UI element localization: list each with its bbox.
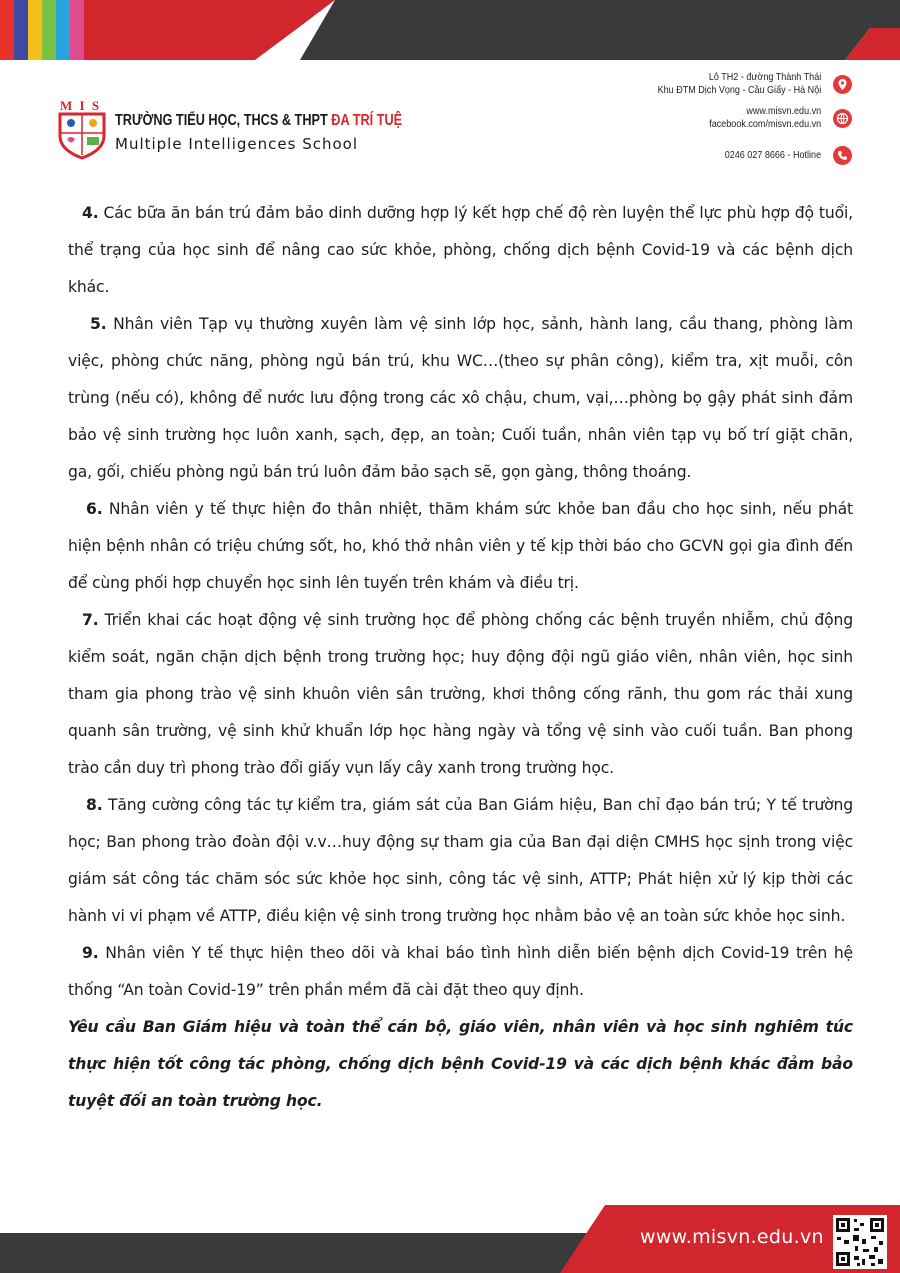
address-line1: Lô TH2 - đường Thành Thái	[708, 71, 821, 83]
website-text[interactable]: www.misvn.edu.vn	[746, 105, 821, 117]
facebook-text[interactable]: facebook.com/misvn.edu.vn	[709, 118, 821, 130]
address-line2: Khu ĐTM Dịch Vọng - Cầu Giấy - Hà Nội	[657, 84, 821, 96]
web-block	[512, 105, 852, 131]
list-item: 7. Triển khai các hoạt động vệ sinh trường học để phòng chống các bệnh truyền nhiễm, chủ động kiểm soát, ngăn chặn dịch bệnh trong trường học; huy động đội ngũ giáo viên, nhân viên, học sinh tham gia phong trào vệ sinh khuôn viên sân trường, khơi thông cống rãnh, thu gom rác thải xung quanh sân trường, vệ sinh khử khuẩn lớp học hàng ngày và tổng vệ sinh vào cuối tuần. Ban phong trào cần duy trì phong trào đổi giấy vụn lấy cây xanh trong trường học.	[68, 611, 853, 777]
address-block	[512, 71, 852, 97]
top-color-band	[0, 0, 900, 60]
hotline-block	[512, 145, 852, 165]
list-item: 8. Tăng cường công tác tự kiểm tra, giám sát của Ban Giám hiệu, Ban chỉ đạo bán trú; Y tế trường học; Ban phong trào đoàn đội v.v…huy động sự tham gia của Ban đại diện CMHS học sịnh trong việc giám sát công tác chăm sóc sức khỏe học sinh, công tác vệ sinh, ATTP; Phát hiện xử lý kịp thời các hành vi vi phạm về ATTP, điều kiện vệ sinh trong trường học nhằm bảo vệ an toàn sức khỏe học sinh.	[68, 796, 853, 925]
list-item: 4. Các bữa ăn bán trú đảm bảo dinh dưỡng hợp lý kết hợp chế độ rèn luyện thể lực phù hợp độ tuổi, thể trạng của học sinh để nâng cao sức khỏe, phòng, chống dịch bệnh Covid-19 và các bệnh dịch khác.	[68, 204, 853, 296]
school-name: TRƯỜNG TIỂU HỌC, THCS & THPT ĐA TRÍ TUỆ	[115, 112, 403, 129]
footer-website[interactable]: www.misvn.edu.vn	[640, 1226, 824, 1248]
list-item: 9. Nhân viên Y tế thực hiện theo dõi và khai báo tình hình diễn biến bệnh dịch Covid-19 trên hệ thống “An toàn Covid-19” trên phần mềm đã cài đặt theo quy định.	[68, 944, 853, 999]
hotline-text[interactable]: 0246 027 8666 - Hotline	[724, 149, 821, 161]
letterhead	[0, 60, 900, 180]
school-subtitle: Multiple Intelligences School	[115, 135, 359, 153]
closing-statement: Yêu cầu Ban Giám hiệu và toàn thể cán bộ, giáo viên, nhân viên và học sinh nghiêm túc thực hiện tốt công tác phòng, chống dịch bệnh Covid-19 và các dịch bệnh khác đảm bảo tuyệt đối an toàn trường học.	[68, 1018, 853, 1110]
document-body	[68, 195, 853, 1120]
location-pin-icon	[833, 75, 852, 94]
phone-icon	[833, 146, 852, 165]
list-item: 6. Nhân viên y tế thực hiện đo thân nhiệt, thăm khám sức khỏe ban đầu cho học sinh, nếu phát hiện bệnh nhân có triệu chứng sốt, ho, khó thở nhân viên y tế kịp thời báo cho GCVN gọi gia đình đến để cùng phối hợp chuyển học sinh lên tuyến trên khám và điều trị.	[68, 500, 853, 592]
school-logo	[56, 98, 108, 160]
qr-code-icon	[833, 1215, 887, 1269]
svg-text:M I S: M I S	[60, 98, 102, 113]
list-item: 5. Nhân viên Tạp vụ thường xuyên làm vệ sinh lớp học, sảnh, hành lang, cầu thang, phòng làm việc, phòng chức năng, phòng ngủ bán trú, khu WC…(theo sự phân công), kiểm tra, xịt muỗi, côn trùng (nếu có), không để nước lưu động trong các xô chậu, chum, vại,…phòng bọ gậy phát sinh đảm bảo vệ sinh trường học luôn xanh, sạch, đẹp, an toàn; Cuối tuần, nhân viên tạp vụ bố trí giặt chăn, ga, gối, chiếu phòng ngủ bán trú luôn đảm bảo sạch sẽ, gọn gàng, thông thoáng.	[68, 315, 853, 481]
globe-icon	[833, 109, 852, 128]
